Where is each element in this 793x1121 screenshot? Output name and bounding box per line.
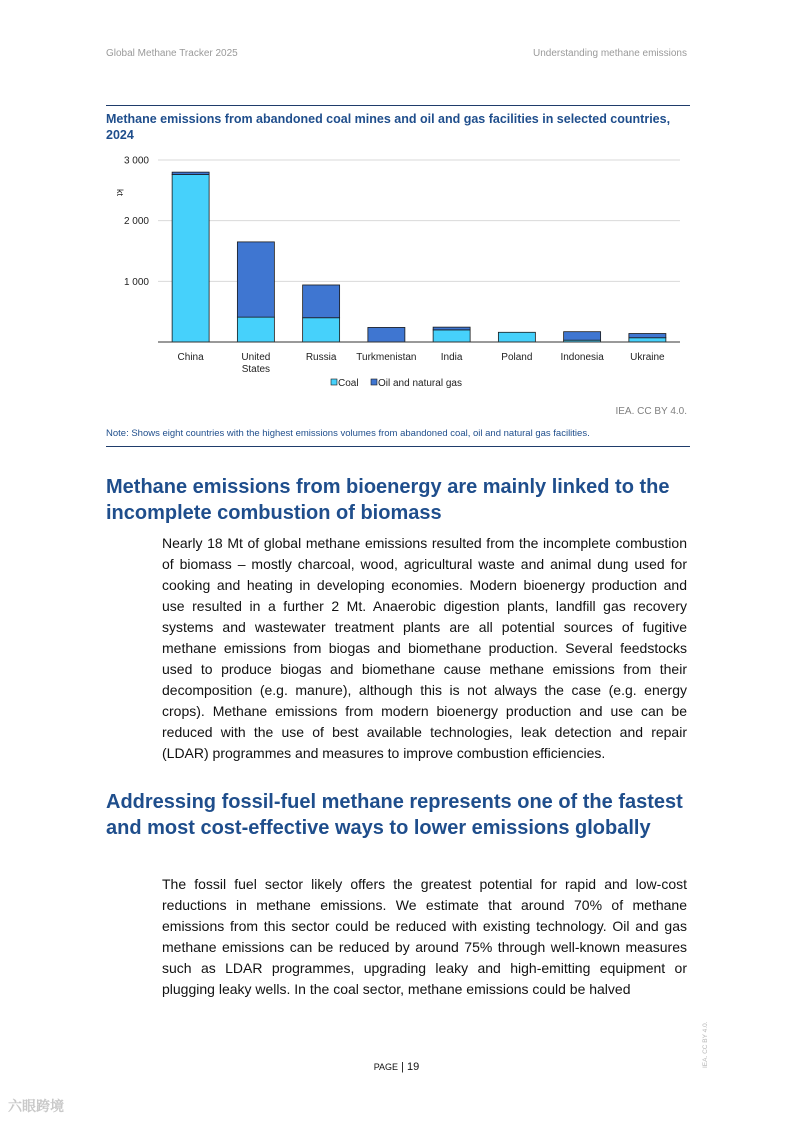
bar-oil-and-natural-gas bbox=[564, 332, 601, 340]
section-heading-fossil-fuel: Addressing fossil-fuel methane represents one of the fastest and most cost-effective ways to lower emissions globally bbox=[106, 791, 683, 839]
bar-coal bbox=[629, 338, 666, 342]
y-tick-label: 3 000 bbox=[123, 155, 149, 167]
section-paragraph-bioenergy: Nearly 18 Mt of global methane emissions resulted from the incomplete combustion of biomass – mostly charcoal, wood, agricultural waste and animal dung used for cooking and heating in developing economies. Modern bioenergy production and use resulted in a further 2 Mt. Anaerobic digestion plants, landfill gas recovery systems and wastewater treatment plants are all potential sources of fugitive methane emissions from biogas and biomethane production. Several feedstocks used to produce biogas and biomethane cause methane emissions from their decomposition (e.g. manure), although this is not always the case (e.g. energy crops). Methane emissions from modern bioenergy production and use can be reduced with the use of best available technologies, leak detection and repair (LDAR) programmes and measures to improve combustion efficiencies. bbox=[162, 535, 687, 761]
x-tick-label: Turkmenistan bbox=[356, 352, 417, 363]
running-header-left: Global Methane Tracker 2025 bbox=[106, 48, 238, 59]
figure-credit: IEA. CC BY 4.0. bbox=[615, 406, 687, 417]
x-tick-label: United bbox=[241, 352, 271, 363]
x-tick-label: China bbox=[177, 352, 204, 363]
bar-oil-and-natural-gas bbox=[368, 327, 405, 342]
watermark: 六眼跨境 bbox=[8, 1098, 64, 1114]
y-axis-label: kt bbox=[115, 189, 125, 197]
section-heading-bioenergy: Methane emissions from bioenergy are mainly linked to the incomplete combustion of biomass bbox=[106, 476, 670, 524]
figure-bottom-rule bbox=[106, 446, 690, 447]
y-tick-label: 1 000 bbox=[123, 276, 149, 288]
x-tick-label: Ukraine bbox=[630, 352, 665, 363]
legend-swatch bbox=[331, 379, 337, 385]
bar-coal bbox=[237, 317, 274, 342]
section-paragraph-fossil-fuel: The fossil fuel sector likely offers the greatest potential for rapid and low-cost reductions in methane emissions. We estimate that around 70% of methane emissions from this sector could be reduced with existing technology. Oil and gas methane emissions can be reduced by around 75% through well-known measures such as LDAR programmes, upgrading leaky and high-emitting equipment or plugging leaky wells. In the coal sector, methane emissions could be halved bbox=[162, 876, 687, 997]
figure-note: Note: Shows eight countries with the highest emissions volumes from abandoned coal, oil and natural gas facilities. bbox=[106, 428, 590, 439]
running-header-right: Understanding methane emissions bbox=[533, 48, 687, 59]
legend-swatch bbox=[371, 379, 377, 385]
y-tick-label: 2 000 bbox=[123, 216, 149, 228]
page-number-value: 19 bbox=[407, 1061, 420, 1073]
page-label: PAGE bbox=[373, 1062, 399, 1072]
bar-coal bbox=[172, 175, 209, 342]
x-tick-label: India bbox=[440, 352, 463, 363]
legend-label: Oil and natural gas bbox=[378, 378, 462, 389]
bar-coal bbox=[498, 332, 535, 342]
figure-title: Methane emissions from abandoned coal mines and oil and gas facilities in selected countries, 2024 bbox=[106, 112, 671, 142]
side-credit: IEA. CC BY 4.0. bbox=[702, 1021, 709, 1068]
x-tick-label: Indonesia bbox=[560, 352, 604, 363]
legend-label: Coal bbox=[338, 378, 359, 389]
bar-oil-and-natural-gas bbox=[433, 327, 470, 330]
page-number: PAGE | 19 bbox=[373, 1061, 420, 1073]
bar-coal bbox=[303, 318, 340, 342]
x-tick-label: States bbox=[241, 364, 271, 375]
x-tick-label: Poland bbox=[501, 352, 533, 363]
bar-oil-and-natural-gas bbox=[237, 242, 274, 317]
bar-oil-and-natural-gas bbox=[172, 172, 209, 174]
bar-oil-and-natural-gas bbox=[303, 285, 340, 318]
stacked-bar-chart bbox=[0, 0, 793, 400]
bar-coal bbox=[433, 330, 470, 342]
x-tick-label: Russia bbox=[305, 352, 337, 363]
bar-oil-and-natural-gas bbox=[629, 334, 666, 338]
